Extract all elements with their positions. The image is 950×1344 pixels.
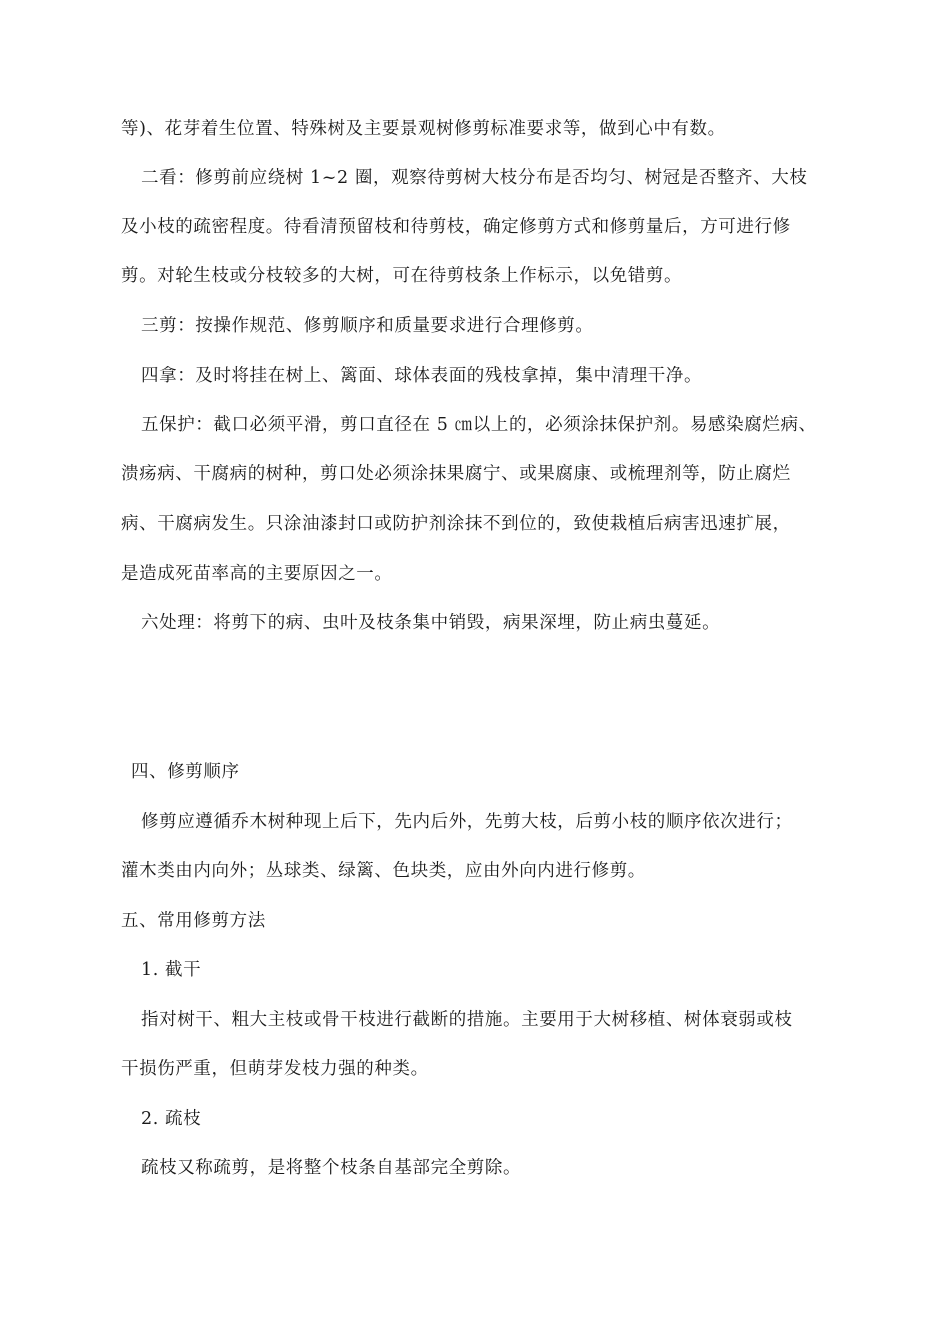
paragraph-line: 二看：修剪前应绕树 1~2 圈，观察待剪树大枝分布是否均匀、树冠是否整齐、大枝 [141, 168, 808, 188]
paragraph-line: 修剪应遵循乔木树种现上后下，先内后外，先剪大枝，后剪小枝的顺序依次进行； [141, 812, 793, 832]
section-heading: 四、修剪顺序 [131, 762, 240, 782]
paragraph-line: 剪。对轮生枝或分枝较多的大树，可在待剪枝条上作标示，以免错剪。 [121, 266, 683, 286]
section-heading: 五、常用修剪方法 [121, 911, 266, 931]
paragraph-line: 五保护：截口必须平滑，剪口直径在 5 ㎝以上的，必须涂抹保护剂。易感染腐烂病、 [141, 415, 817, 435]
paragraph-line: 等)、花芽着生位置、特殊树及主要景观树修剪标准要求等，做到心中有数。 [121, 119, 726, 139]
paragraph-line: 是造成死苗率高的主要原因之一。 [121, 564, 393, 584]
paragraph-line: 疏枝又称疏剪，是将整个枝条自基部完全剪除。 [141, 1158, 522, 1178]
paragraph-line: 六处理：将剪下的病、虫叶及枝条集中销毁，病果深埋，防止病虫蔓延。 [141, 613, 721, 633]
paragraph-line: 病、干腐病发生。只涂油漆封口或防护剂涂抹不到位的，致使栽植后病害迅速扩展， [121, 514, 791, 534]
paragraph-line: 三剪：按操作规范、修剪顺序和质量要求进行合理修剪。 [141, 316, 594, 336]
paragraph-line: 四拿：及时将挂在树上、篱面、球体表面的残枝拿掉，集中清理干净。 [141, 366, 703, 386]
paragraph-line: 干损伤严重，但萌芽发枝力强的种类。 [121, 1059, 429, 1079]
paragraph-line: 及小枝的疏密程度。待看清预留枝和待剪枝，确定修剪方式和修剪量后，方可进行修 [121, 217, 791, 237]
subsection-heading: 1. 截干 [141, 960, 202, 980]
paragraph-line: 灌木类由内向外；丛球类、绿篱、色块类，应由外向内进行修剪。 [121, 861, 646, 881]
paragraph-line: 溃疡病、干腐病的树种，剪口处必须涂抹果腐宁、或果腐康、或梳理剂等，防止腐烂 [121, 464, 791, 484]
paragraph-line: 指对树干、粗大主枝或骨干枝进行截断的措施。主要用于大树移植、树体衰弱或枝 [141, 1010, 793, 1030]
subsection-heading: 2. 疏枝 [141, 1109, 202, 1129]
